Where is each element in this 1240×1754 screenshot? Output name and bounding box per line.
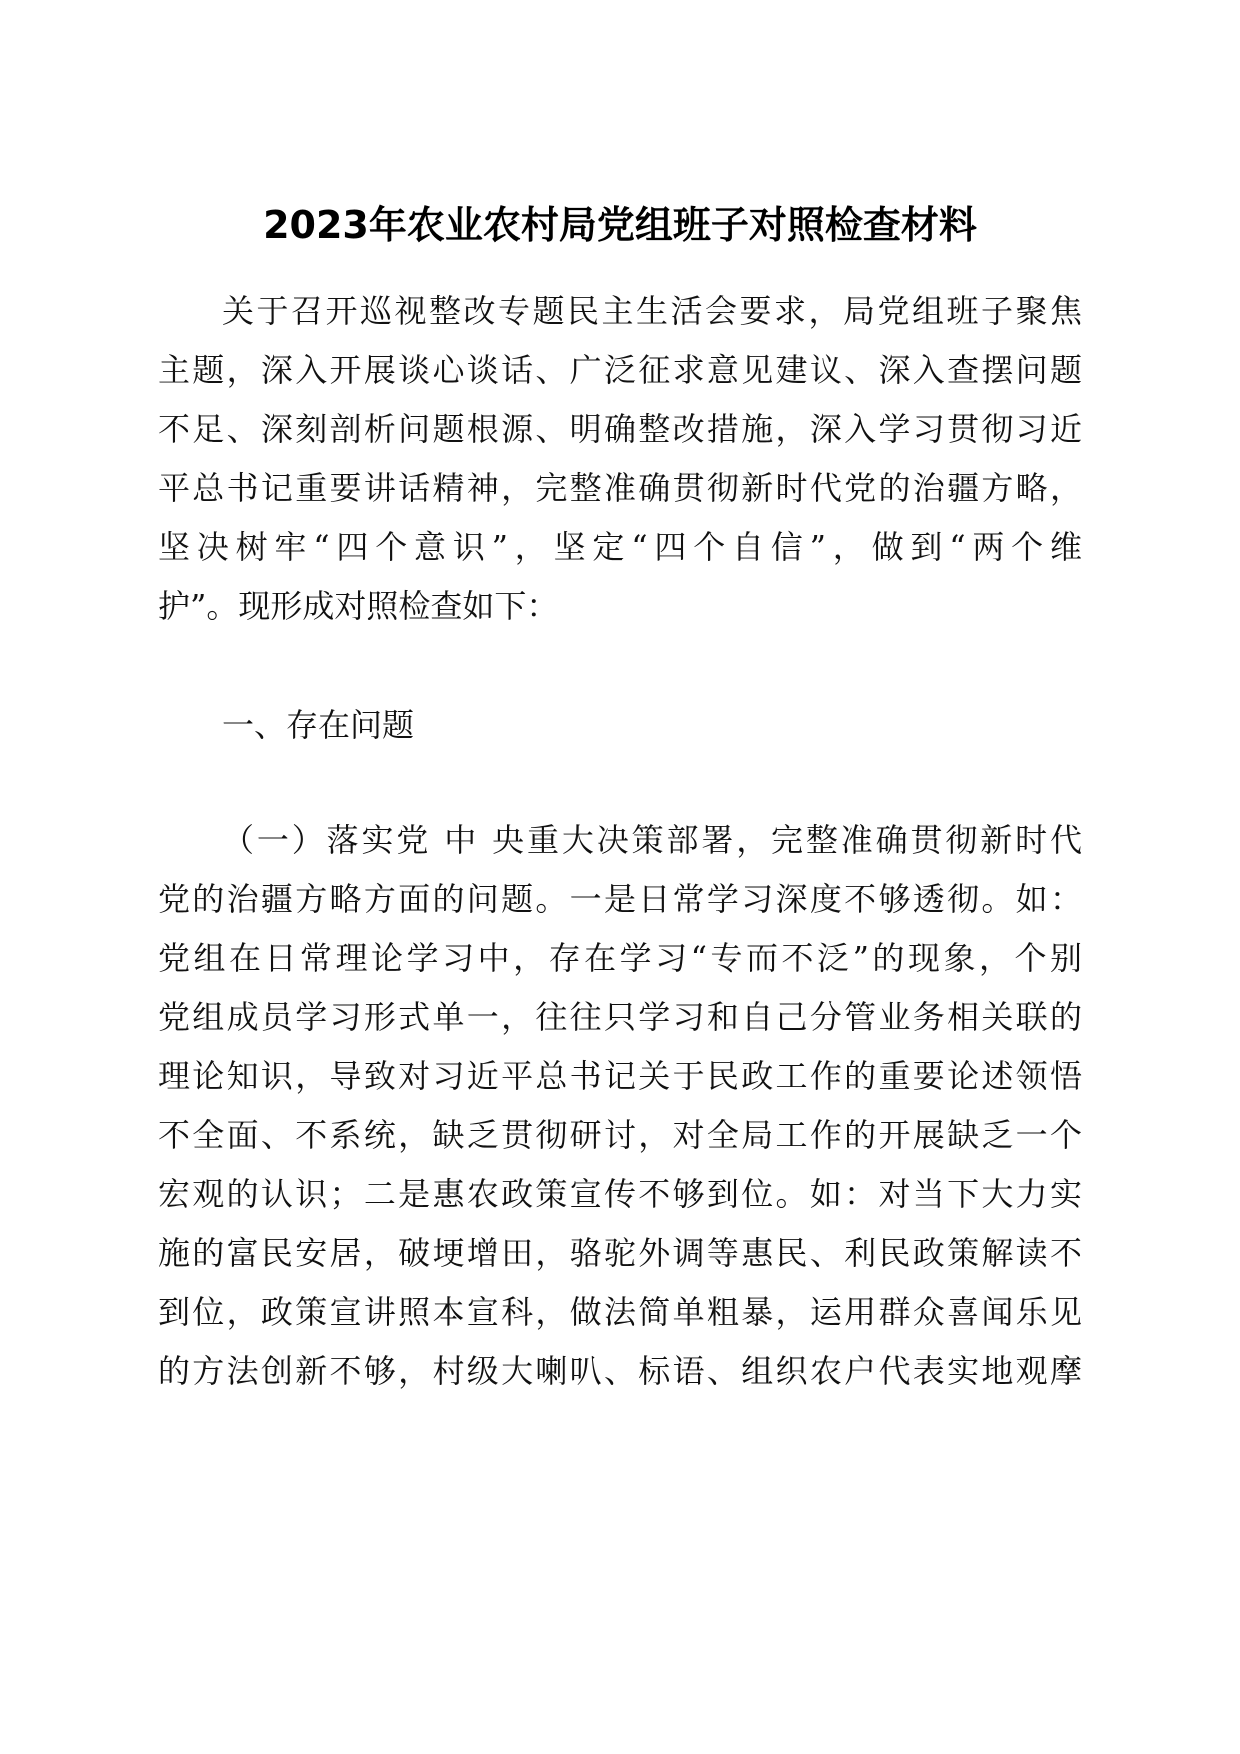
body-line-9: 到位，政策宣讲照本宣科，做法简单粗暴，运用群众喜闻乐见: [158, 1293, 1082, 1331]
body-line-7: 宏观的认识；二是惠农政策宣传不够到位。如：对当下大力实: [158, 1175, 1082, 1213]
body-line-5: 理论知识，导致对习近平总书记关于民政工作的重要论述领悟: [158, 1057, 1082, 1095]
intro-line-1: 关于召开巡视整改专题民主生活会要求，局党组班子聚焦: [222, 292, 1082, 330]
body-line-4: 党组成员学习形式单一，往往只学习和自己分管业务相关联的: [158, 998, 1082, 1036]
body-line-3: 党组在日常理论学习中，存在学习“专而不泛”的现象，个别: [158, 939, 1082, 977]
intro-line-2: 主题，深入开展谈心谈话、广泛征求意见建议、深入查摆问题: [158, 351, 1082, 389]
body-line-8: 施的富民安居，破埂增田，骆驼外调等惠民、利民政策解读不: [158, 1234, 1082, 1272]
body-line-2: 党的治疆方略方面的问题。一是日常学习深度不够透彻。如：: [158, 880, 1082, 918]
intro-line-3: 不足、深刻剖析问题根源、明确整改措施，深入学习贯彻习近: [158, 410, 1082, 448]
body-line-6: 不全面、不系统，缺乏贯彻研讨，对全局工作的开展缺乏一个: [158, 1116, 1082, 1154]
document-title: 2023年农业农村局党组班子对照检查材料: [263, 203, 977, 247]
intro-line-6: 护”。现形成对照检查如下：: [158, 587, 559, 625]
section-heading: 一、存在问题: [222, 706, 415, 744]
intro-line-4: 平总书记重要讲话精神，完整准确贯彻新时代党的治疆方略，: [158, 469, 1082, 507]
body-line-10: 的方法创新不够，村级大喇叭、标语、组织农户代表实地观摩: [158, 1352, 1082, 1390]
intro-line-5: 坚决树牢“四个意识”，坚定“四个自信”，做到“两个维: [158, 528, 1082, 566]
body-line-1: （一）落实党 中 央重大决策部署，完整准确贯彻新时代: [222, 821, 1082, 859]
